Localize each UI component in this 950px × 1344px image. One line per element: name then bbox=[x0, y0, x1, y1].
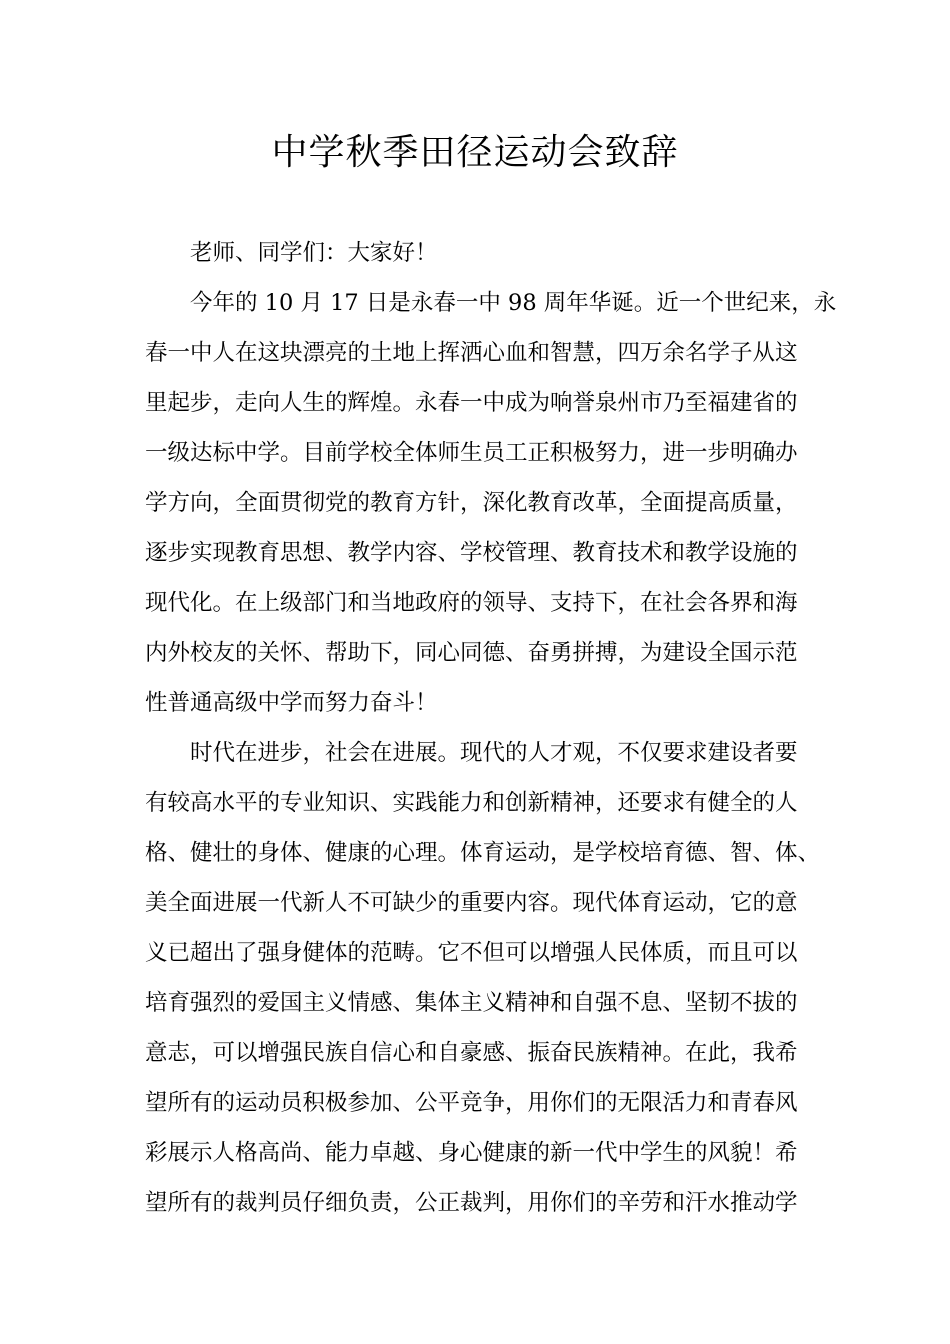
paragraph-1-line-4: 一级达标中学。目前学校全体师生员工正积极努力，进一步明确办 bbox=[145, 440, 798, 466]
paragraph-2-line-4: 美全面进展一代新人不可缺少的重要内容。现代体育运动，它的意 bbox=[145, 890, 798, 916]
paragraph-1-line-9: 性普通高级中学而努力奋斗！ bbox=[145, 690, 438, 716]
paragraph-2-line-8: 望所有的运动员积极参加、公平竞争，用你们的无限活力和青春风 bbox=[145, 1090, 798, 1116]
paragraph-1-line-7: 现代化。在上级部门和当地政府的领导、支持下，在社会各界和海 bbox=[145, 590, 798, 616]
document-title: 中学秋季田径运动会致辞 bbox=[271, 132, 679, 173]
paragraph-2-line-5: 义已超出了强身健体的范畴。它不但可以增强人民体质，而且可以 bbox=[145, 940, 798, 966]
paragraph-2-line-7: 意志，可以增强民族自信心和自豪感、振奋民族精神。在此，我希 bbox=[145, 1040, 798, 1066]
paragraph-1-line-5: 学方向，全面贯彻党的教育方针，深化教育改革，全面提高质量， bbox=[145, 490, 798, 516]
paragraph-2-line-6: 培育强烈的爱国主义情感、集体主义精神和自强不息、坚韧不拔的 bbox=[145, 990, 798, 1016]
paragraph-2-line-9: 彩展示人格高尚、能力卓越、身心健康的新一代中学生的风貌！希 bbox=[145, 1140, 798, 1166]
paragraph-2-line-3: 格、健壮的身体、健康的心理。体育运动，是学校培育德、智、体、 bbox=[145, 840, 821, 866]
paragraph-1-line-8: 内外校友的关怀、帮助下，同心同德、奋勇拼搏，为建设全国示范 bbox=[145, 640, 798, 666]
paragraph-2-line-1: 时代在进步，社会在进展。现代的人才观，不仅要求建设者要 bbox=[190, 740, 798, 766]
paragraph-2-line-10: 望所有的裁判员仔细负责，公正裁判，用你们的辛劳和汗水推动学 bbox=[145, 1190, 798, 1216]
paragraph-1-line-2: 春一中人在这块漂亮的土地上挥洒心血和智慧，四万余名学子从这 bbox=[145, 340, 798, 366]
paragraph-2-line-2: 有较高水平的专业知识、实践能力和创新精神，还要求有健全的人 bbox=[145, 790, 798, 816]
paragraph-1-line-3: 里起步，走向人生的辉煌。永春一中成为响誉泉州市乃至福建省的 bbox=[145, 390, 798, 416]
paragraph-1-line-6: 逐步实现教育思想、教学内容、学校管理、教育技术和教学设施的 bbox=[145, 540, 798, 566]
greeting-line: 老师、同学们：大家好！ bbox=[190, 240, 438, 266]
paragraph-1-line-1: 今年的 10 月 17 日是永春一中 98 周年华诞。近一个世纪来，永 bbox=[190, 290, 837, 316]
